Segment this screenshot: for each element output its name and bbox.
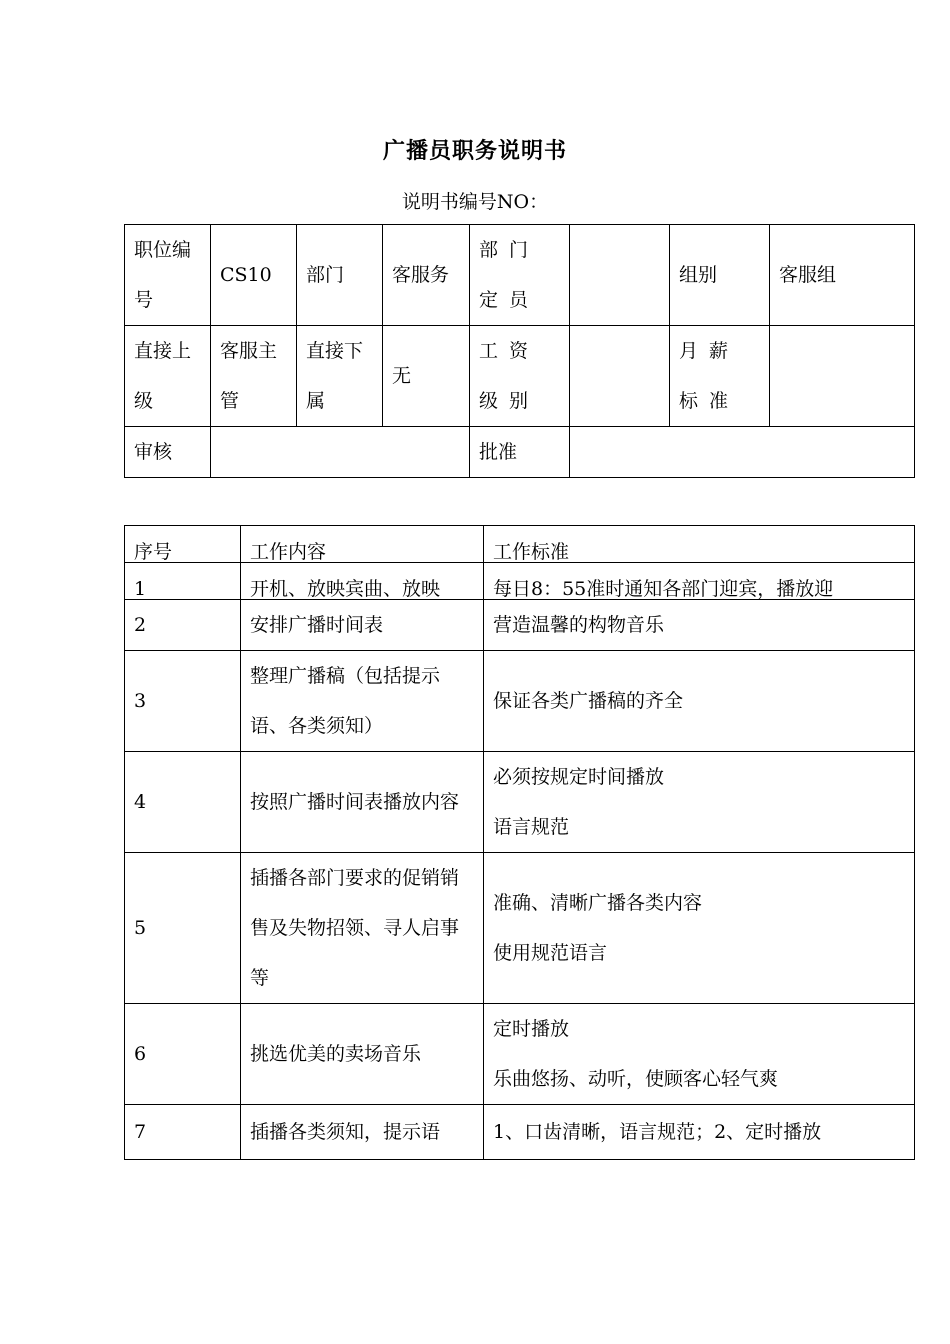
document-title: 广播员职务说明书 (382, 138, 567, 164)
group-label: 组别 (670, 225, 770, 326)
row-content: 插播各类须知，提示语 (241, 1105, 484, 1160)
superior-label: 直接上级 (125, 326, 211, 427)
table-row: 6 (125, 1004, 241, 1105)
header-standard: 工作标准 (484, 526, 915, 563)
standard-line: 必须按规定时间播放 (493, 766, 665, 788)
review-label: 审核 (125, 427, 211, 478)
table-row: 7 (125, 1105, 241, 1160)
approve-label: 批准 (470, 427, 570, 478)
row-content: 开机、放映宾曲、放映 (241, 563, 484, 600)
row-content: 安排广播时间表 (241, 600, 484, 651)
review-value (211, 427, 470, 478)
row-standard: 1、口齿清晰，语言规范；2、定时播放 (484, 1105, 915, 1160)
row-standard (484, 1004, 915, 1105)
monthly-salary-label: 月薪标准 (670, 326, 770, 427)
row-standard: 保证各类广播稿的齐全 (484, 651, 915, 752)
table-row: 3 (125, 651, 241, 752)
dept-headcount-value (570, 225, 670, 326)
position-info-table (124, 224, 915, 478)
row-content: 插播各部门要求的促销销售及失物招领、寻人启事等 (241, 853, 484, 1004)
row-content: 按照广播时间表播放内容 (241, 752, 484, 853)
row-standard (484, 752, 915, 853)
table-row: 2 (125, 600, 241, 651)
approve-value (570, 427, 915, 478)
position-code-value: CS10 (211, 225, 297, 326)
standard-line: 定时播放 (493, 1018, 570, 1040)
table-row: 1 (125, 563, 241, 600)
standard-line: 使用规范语言 (493, 942, 608, 964)
standard-line: 乐曲悠扬、动听，使顾客心轻气爽 (493, 1068, 779, 1090)
group-value: 客服组 (770, 225, 915, 326)
superior-value: 客服主管 (211, 326, 297, 427)
duty-table (124, 525, 915, 1160)
row-standard: 每日8：55准时通知各部门迎宾，播放迎 (484, 563, 915, 600)
department-label: 部门 (297, 225, 383, 326)
department-value: 客服务 (383, 225, 470, 326)
salary-grade-value (570, 326, 670, 427)
salary-grade-label: 工资级别 (470, 326, 570, 427)
monthly-salary-value (770, 326, 915, 427)
document-number-label: 说明书编号NO： (401, 191, 549, 213)
standard-line: 准确、清晰广播各类内容 (493, 892, 703, 914)
row-standard (484, 853, 915, 1004)
table-row: 5 (125, 853, 241, 1004)
standard-line: 语言规范 (493, 816, 570, 838)
header-content: 工作内容 (241, 526, 484, 563)
header-no: 序号 (125, 526, 241, 563)
position-code-label: 职位编号 (125, 225, 211, 326)
row-standard: 营造温馨的构物音乐 (484, 600, 915, 651)
table-row: 4 (125, 752, 241, 853)
subordinate-value: 无 (383, 326, 470, 427)
dept-headcount-label: 部门定员 (470, 225, 570, 326)
subordinate-label: 直接下属 (297, 326, 383, 427)
row-content: 挑选优美的卖场音乐 (241, 1004, 484, 1105)
row-content: 整理广播稿（包括提示语、各类须知） (241, 651, 484, 752)
